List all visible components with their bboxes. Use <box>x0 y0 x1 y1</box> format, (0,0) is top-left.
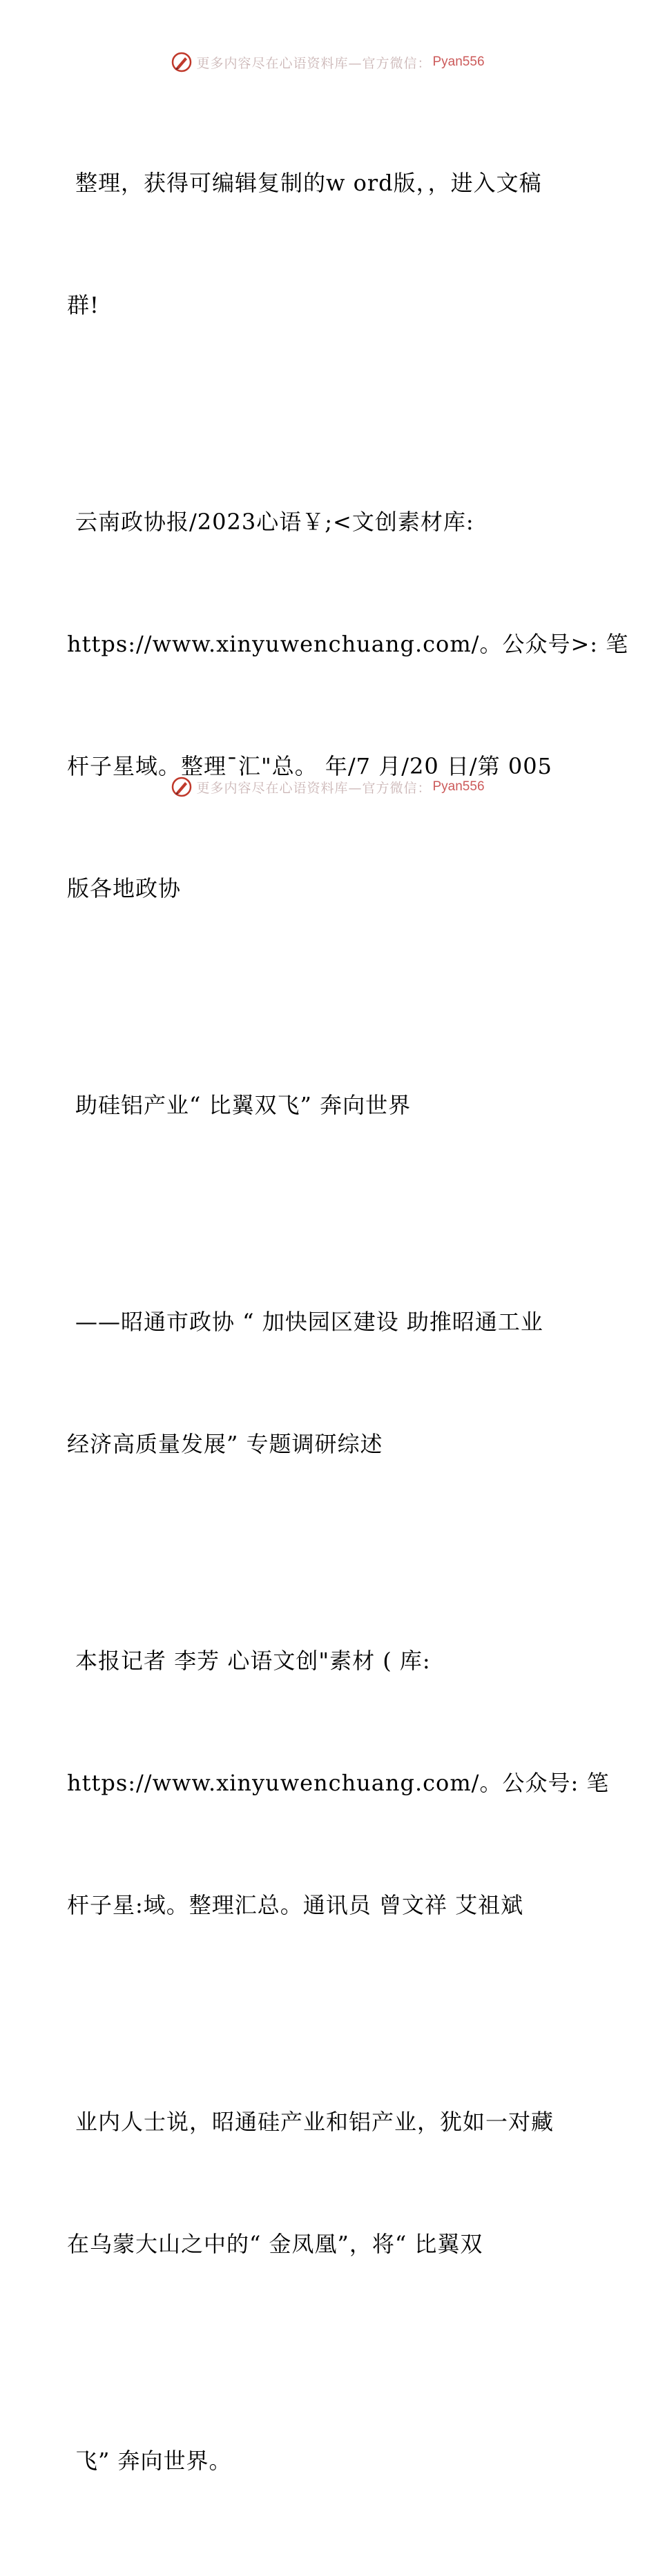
paragraph-lead <box>67 2020 592 2346</box>
footer-banner-id: Pyan556 <box>432 779 485 794</box>
byline <box>67 1559 610 2007</box>
text-line: 在乌蒙大山之中的“ 金凤凰”，将“ 比翼双 <box>67 2231 483 2257</box>
header-banner-id: Pyan556 <box>432 55 485 69</box>
text-line: 业内人士说，昭通硅产业和铝产业，犹如一对藏 <box>75 2109 554 2135</box>
text-line: 版各地政协 <box>67 875 182 901</box>
paragraph-lead-end <box>67 2359 592 2563</box>
text-line: https://www.xinyuwenchuang.com/。公众号: 笔 <box>67 1770 610 1796</box>
header-banner <box>0 48 656 76</box>
text-line: 整理，获得可编辑复制的w ord版，，进入文稿 <box>75 170 542 196</box>
footer-banner-text: 更多内容尽在心语资料库—官方微信： <box>196 780 432 796</box>
article-subtitle <box>67 1220 592 1546</box>
text-line: 云南政协报/2023心语￥;<文创素材库: <box>75 509 474 535</box>
paragraph-source <box>67 420 629 991</box>
paragraph-intro <box>67 81 592 407</box>
pen-logo-icon <box>171 777 192 797</box>
text-line: 飞” 奔向世界。 <box>75 2448 232 2474</box>
document-body <box>67 81 629 2576</box>
text-line: 杆子星域。整理¯汇"总。 年/7 月/20 日/第 005 <box>67 753 552 779</box>
text-line: 杆子星:域。整理汇总。通讯员 曾文祥 艾祖斌 <box>67 1892 524 1918</box>
text-line: 群! <box>67 292 99 318</box>
text-line: 本报记者 李芳 心语文创"素材 ( 库: <box>75 1648 431 1674</box>
text-line: ——昭通市政协 “ 加快园区建设 助推昭通工业 <box>75 1309 543 1335</box>
footer-banner <box>0 773 656 801</box>
article-title <box>67 1004 592 1207</box>
pen-logo-icon <box>171 52 192 72</box>
text-line: https://www.xinyuwenchuang.com/。公众号>: 笔 <box>67 631 629 657</box>
text-line: 经济高质量发展” 专题调研综述 <box>67 1431 383 1457</box>
header-banner-text: 更多内容尽在心语资料库—官方微信： <box>196 55 432 71</box>
text-line: 助硅铝产业“ 比翼双飞” 奔向世界 <box>75 1092 412 1118</box>
